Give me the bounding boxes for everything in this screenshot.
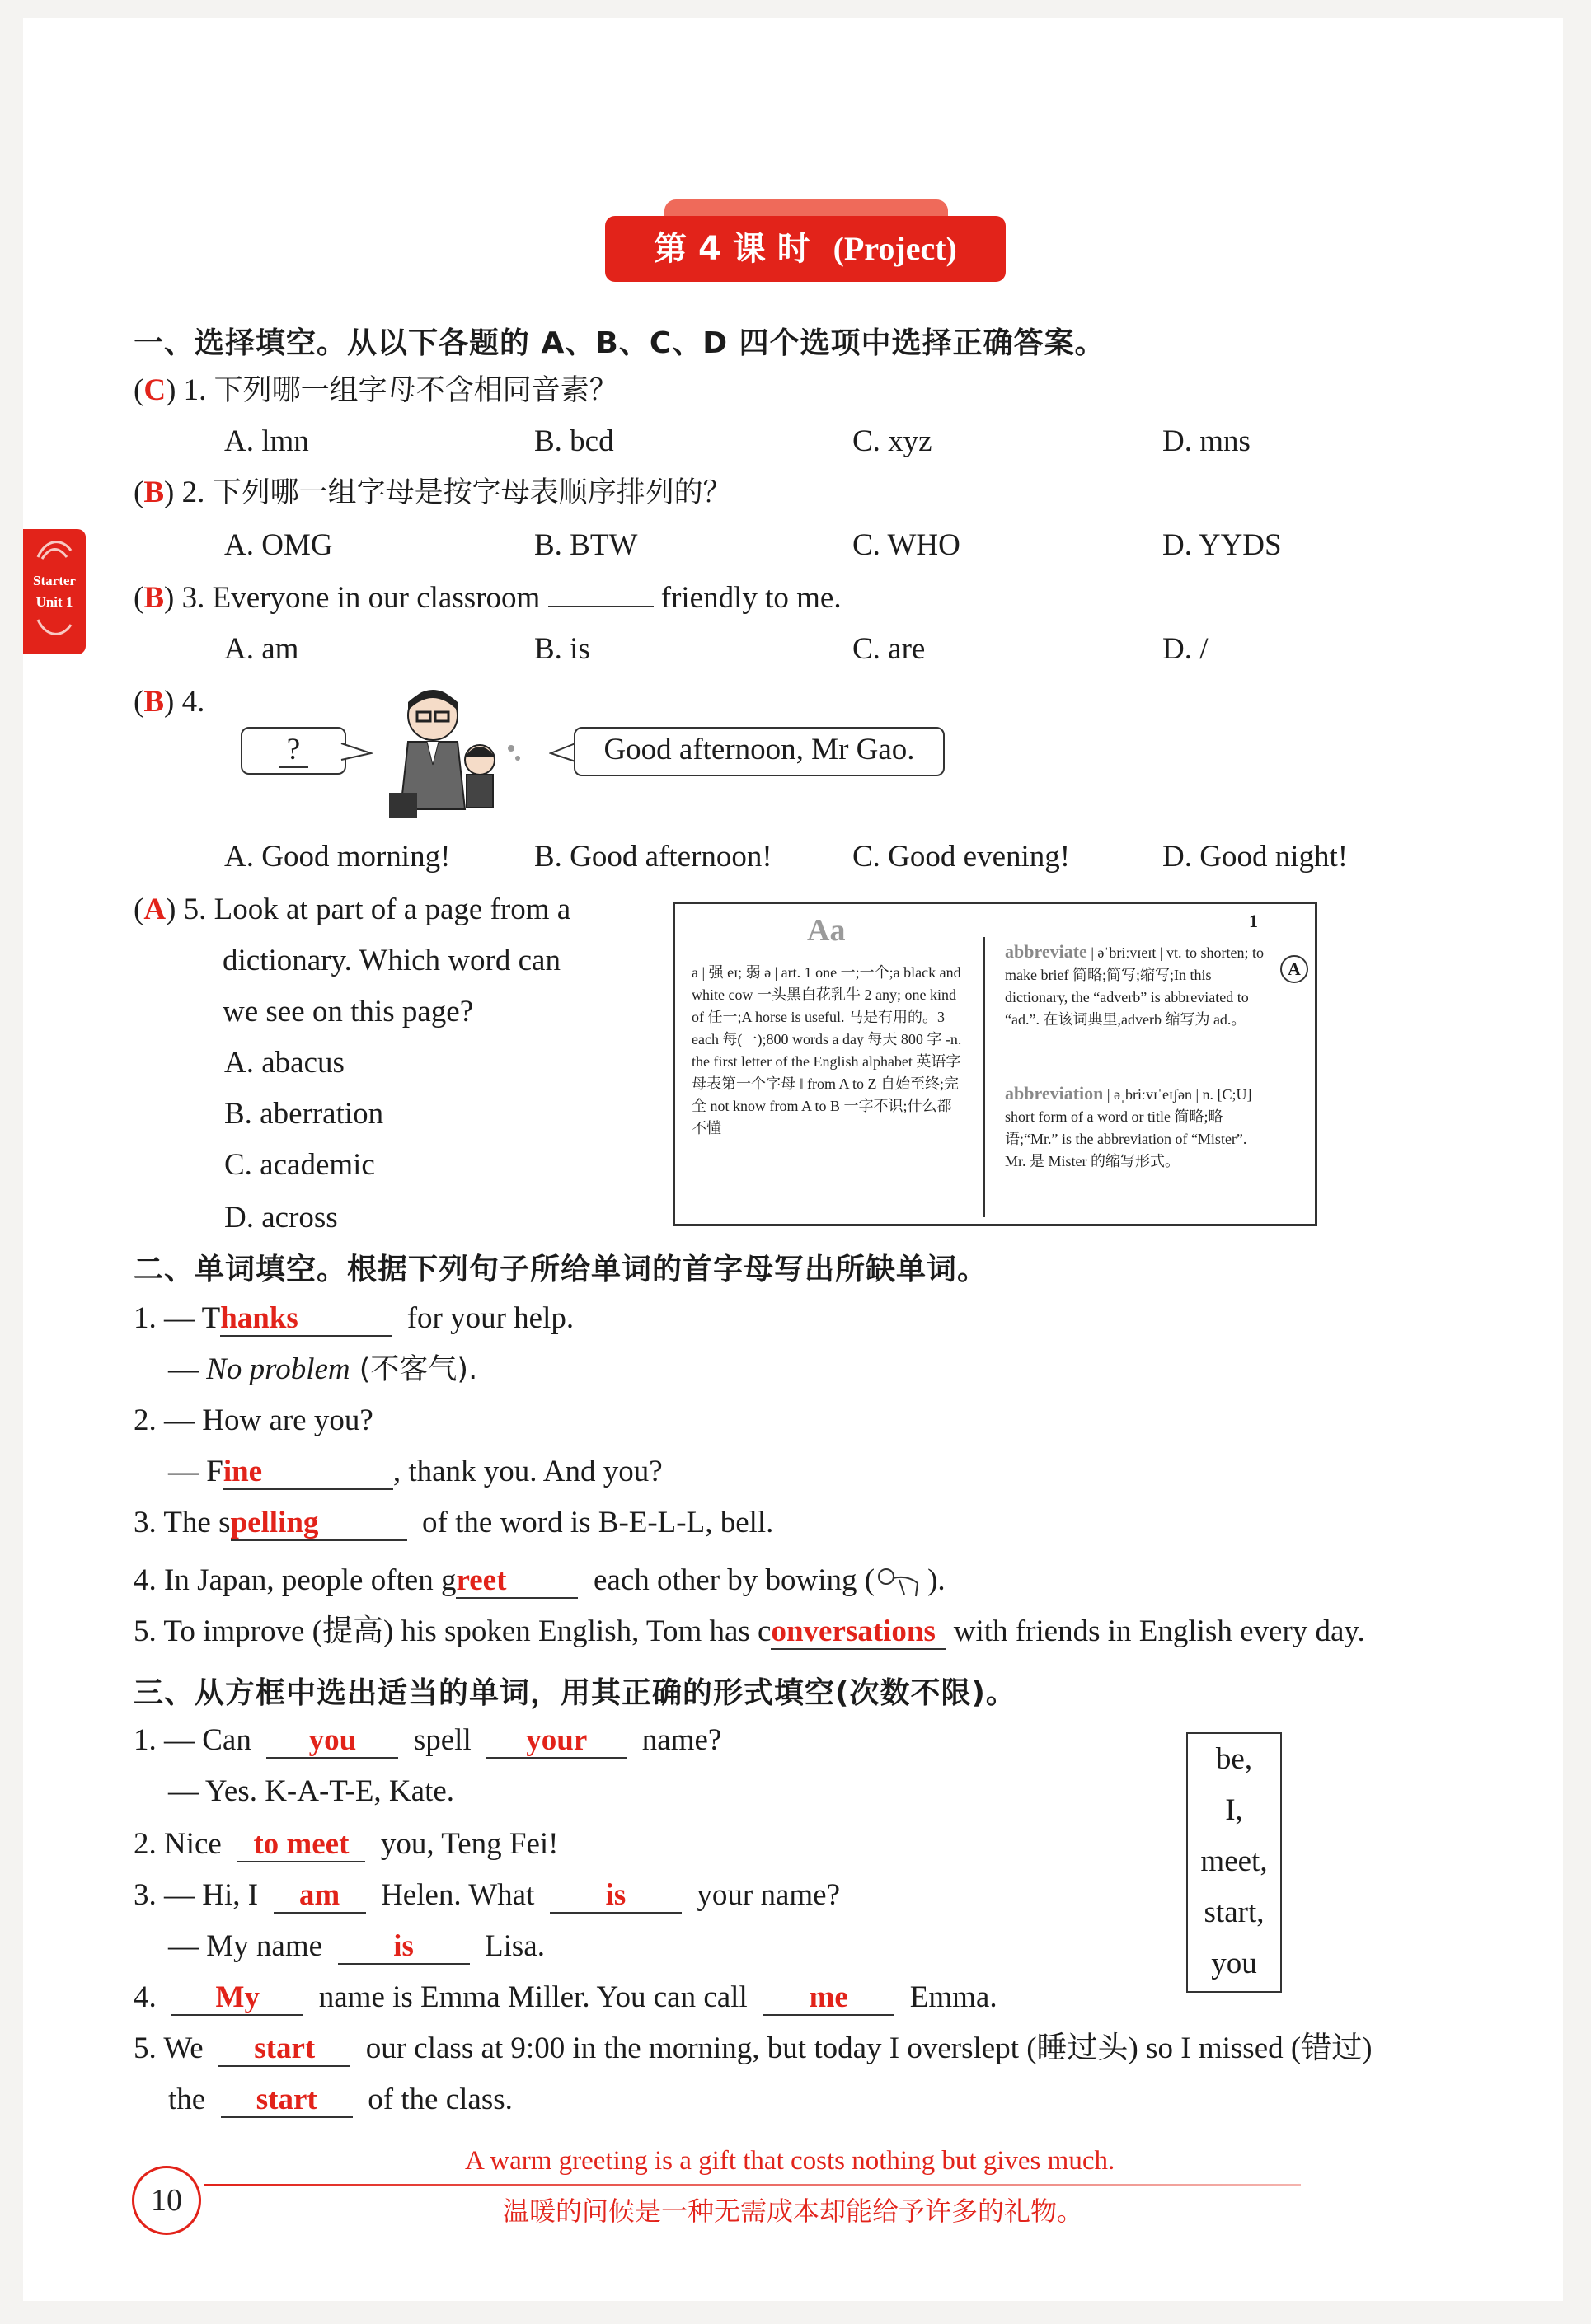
word-box-item: be, (1215, 1742, 1253, 1776)
question-3: (B) 3. Everyone in our classroom friendly to me. (134, 581, 842, 615)
s3-line-5b: the start of the class. (168, 2083, 513, 2116)
q4-option-a: A. Good morning! (224, 840, 451, 874)
s2-line-5: 5. To improve (提高) his spoken English, Tom has conversations with friends in English every day. (134, 1614, 1365, 1648)
s3-line-4: 4. My name is Emma Miller. You can call me Emma. (134, 1980, 997, 2014)
question-1: (C) 1. 下列哪一组字母不含相同音素？ (134, 373, 618, 407)
speech-bubble-left: ? (241, 727, 346, 775)
q5-line-3: we see on this page? (223, 995, 474, 1028)
bubble-tail-right (549, 737, 577, 770)
s3-line-2: 2. Nice to meet you, Teng Fei! (134, 1827, 559, 1861)
speech-bubble-right: Good afternoon, Mr Gao. (574, 727, 945, 776)
q3-option-d: D. / (1162, 632, 1209, 666)
q3-blank (548, 606, 654, 607)
q5-option-c: C. academic (224, 1148, 375, 1182)
bowing-icon (875, 1567, 927, 1600)
answer-s3-5b: start (221, 2083, 353, 2118)
q2-option-a: A. OMG (224, 528, 333, 562)
question-5: (A) 5. Look at part of a page from a (134, 893, 571, 926)
page-number: 10 (132, 2166, 201, 2235)
side-tab-line-1: Starter (33, 573, 76, 588)
q4-option-b: B. Good afternoon! (534, 840, 772, 874)
s3-line-3b: — My name is Lisa. (168, 1929, 545, 1963)
s2-line-2b: — Fine , thank you. And you? (168, 1455, 663, 1488)
q5-line-2: dictionary. Which word can (223, 944, 561, 977)
footer-quote-cn: 温暖的问候是一种无需成本却能给予许多的礼物。 (503, 2195, 1084, 2227)
q2-option-c: C. WHO (852, 528, 960, 562)
bubble-tail-left (340, 740, 373, 773)
answer-s3-1b: your (486, 1724, 627, 1759)
answer-s3-1a: you (266, 1724, 398, 1759)
answer-q2: B (143, 476, 165, 509)
answer-s2-2: ine (223, 1455, 393, 1490)
q3-option-b: B. is (534, 632, 590, 666)
q5-option-a: A. abacus (224, 1046, 345, 1080)
answer-q5: A (143, 893, 167, 926)
s3-line-5: 5. We start our class at 9:00 in the morning, but today I overslept (睡过头) so I missed (错过) (134, 2031, 1373, 2065)
dictionary-entry-abbreviation: abbreviation | əˌbriːvɪˈeɪʃən | n. [C;U] short form of a word or title 简略;略语;“Mr.” is the abbreviation of “Mister”. Mr. 是 Mister 的缩写形式。 (1005, 1083, 1252, 1169)
answer-s3-2: to meet (237, 1828, 365, 1862)
answer-q4: B (143, 685, 165, 719)
s3-line-1b: — Yes. K-A-T-E, Kate. (168, 1774, 455, 1808)
q3-option-a: A. am (224, 632, 299, 666)
word-box-item: meet, (1200, 1844, 1268, 1878)
q5-option-d: D. across (224, 1201, 338, 1235)
dictionary-big-letter: Aa (807, 913, 846, 948)
answer-s3-4a: My (171, 1981, 303, 2016)
word-box-item: start, (1204, 1895, 1265, 1929)
section-3-heading: 三、从方框中选出适当的单词，用其正确的形式填空(次数不限)。 (134, 1676, 1016, 1710)
q3-option-c: C. are (852, 632, 926, 666)
answer-s3-3c: is (338, 1930, 470, 1965)
footer-quote-en: A warm greeting is a gift that costs nothing but gives much. (465, 2146, 1115, 2176)
q1-option-b: B. bcd (534, 424, 614, 458)
section-2-heading: 二、单词填空。根据下列句子所给单词的首字母写出所缺单词。 (134, 1253, 988, 1286)
ornament-icon (34, 534, 75, 564)
unit-side-tab (23, 529, 86, 654)
q1-option-a: A. lmn (224, 424, 309, 458)
answer-q1: C (143, 373, 167, 407)
question-2: (B) 2. 下列哪一组字母是按字母表顺序排列的？ (134, 476, 732, 509)
question-4: (B) 4. (134, 685, 205, 719)
s2-line-4: 4. In Japan, people often greet each other by bowing ( ). (134, 1563, 946, 1600)
answer-s2-1: hanks (220, 1302, 392, 1337)
lesson-title: 第 4 课 时 (Project) (605, 216, 1006, 282)
q5-option-b: B. aberration (224, 1097, 384, 1131)
s2-line-1: 1. — Thanks for your help. (134, 1301, 575, 1335)
answer-s3-3a: am (274, 1879, 366, 1914)
answer-q3: B (143, 581, 165, 615)
answer-s3-3b: is (550, 1879, 682, 1914)
dictionary-column-divider (983, 937, 985, 1217)
ornament-icon (34, 613, 75, 643)
dictionary-entry-a: a | 强 eɪ; 弱 ə | art. 1 one 一;一个;a black and white cow 一头黑白花乳牛 2 any; one kind of 任一;A horse is useful. 马是有用的。3 each 每(一);800 words a day 每天 800 字 -n. the first letter of the English alphabet 英语字母表第一个字母 ‖ from A to Z 自始至终;完全 not know from A to B 一字不识;什么都不懂 (692, 964, 962, 1136)
answer-s2-4: reet (456, 1564, 578, 1599)
teacher-student-illustration (379, 686, 528, 826)
word-box (1186, 1732, 1282, 1993)
word-box-item: you (1211, 1947, 1257, 1980)
side-tab-line-2: Unit 1 (35, 594, 73, 610)
answer-s3-5a: start (218, 2032, 350, 2067)
s3-line-1: 1. — Can you spell your name? (134, 1723, 722, 1757)
s2-line-3: 3. The spelling of the word is B-E-L-L, bell. (134, 1506, 774, 1539)
q4-option-d: D. Good night! (1162, 840, 1349, 874)
q2-option-d: D. YYDS (1162, 528, 1282, 562)
answer-s2-5: onversations (771, 1615, 946, 1650)
q1-option-d: D. mns (1162, 424, 1251, 458)
dictionary-entry-abbreviate: abbreviate | əˈbriːvɪeɪt | vt. to shorten; to make brief 简略;简写;缩写;In this dictionary, the “adverb” is abbreviated to “ad.”. 在该词典里,adverb 缩写为 ad.。 (1005, 941, 1264, 1028)
section-1-heading: 一、选择填空。从以下各题的 A、B、C、D 四个选项中选择正确答案。 (134, 326, 1105, 360)
answer-s3-4b: me (763, 1981, 894, 2016)
s3-line-3: 3. — Hi, I am Helen. What is your name? (134, 1878, 841, 1912)
word-box-item: I, (1225, 1793, 1243, 1827)
q1-option-c: C. xyz (852, 424, 932, 458)
s2-line-2: 2. — How are you? (134, 1403, 373, 1437)
q2-option-b: B. BTW (534, 528, 638, 562)
footer-divider (204, 2184, 1301, 2186)
dictionary-page-number: 1 (1249, 911, 1258, 931)
dictionary-excerpt (673, 902, 1317, 1226)
answer-s2-3: pelling (231, 1506, 407, 1541)
q4-option-c: C. Good evening! (852, 840, 1071, 874)
s2-line-1b: — No problem (不客气). (168, 1352, 478, 1386)
dictionary-thumb-tab: A (1280, 955, 1308, 983)
